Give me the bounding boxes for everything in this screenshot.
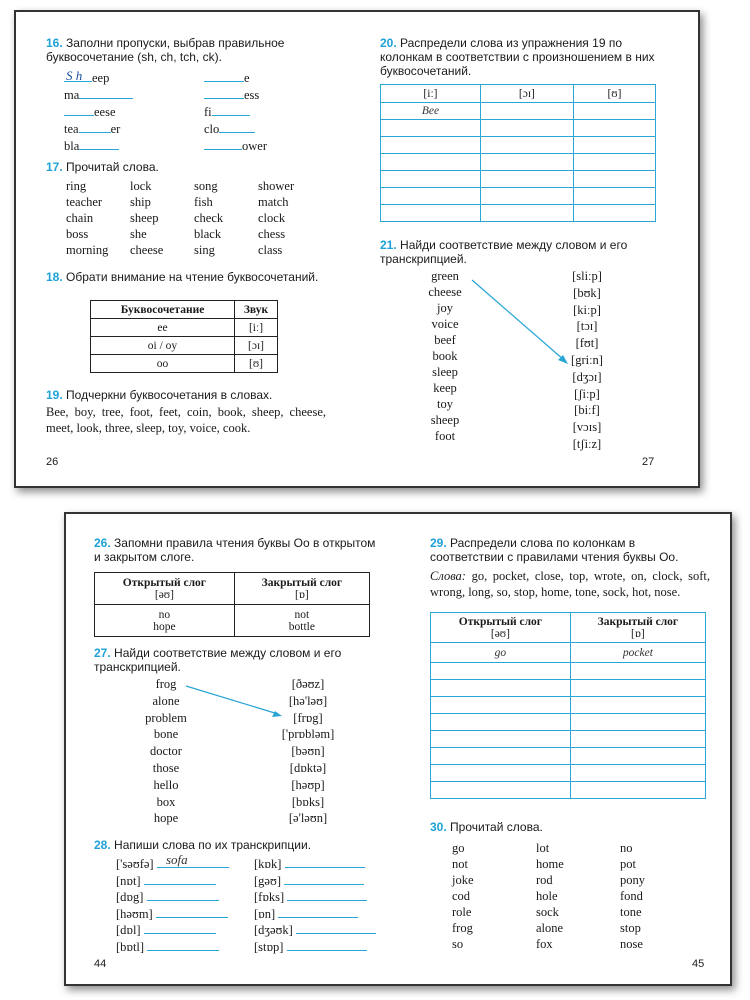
ex30-col-3: no pot pony fond tone stop nose: [620, 841, 645, 951]
ex17-instruction: 17. Прочитай слова.: [46, 160, 159, 174]
ex18-instruction: 18. Обрати внимание на чтение буквосочетаний.: [46, 270, 319, 284]
top-spread: [14, 10, 700, 488]
ex27-words: frog alone problem bone doctor those hello box hope: [145, 677, 187, 826]
ex16-right-list: e ess fi clo ower: [204, 71, 267, 153]
page-number-left: 44: [94, 958, 107, 970]
ex30-col-2: lot home rod hole sock alone fox: [536, 841, 564, 951]
page-number-right: 45: [692, 958, 705, 970]
handwriting: sofa: [166, 852, 188, 867]
ex27-instruction: 27. Найди соответствие между словом и его транскрипцией.: [94, 646, 342, 674]
ex21-instruction: 21. Найди соответствие между словом и его транскрипцией.: [380, 238, 628, 266]
ex28-right: [kɒk] [gəʊ] [fɒks] [ɒn] [dʒəʊk] [stɒp]: [254, 856, 376, 955]
ex29-words: Слова: go, pocket, close, top, wrote, on, clock, soft, wrong, long, so, stop, home, tone, sock, hot, nose.: [430, 569, 711, 599]
bottom-spread: [64, 512, 732, 986]
ex-number: 16.: [46, 36, 63, 50]
ex20-table: [iː] [ɔɪ] [ʊ] Bee: [380, 84, 656, 222]
ex29-instruction: 29. Распредели слова по колонкам в соответствии с правилами чтения буквы Оо.: [430, 536, 679, 564]
ex28-instruction: 28. Напиши слова по их транскрипции.: [94, 838, 312, 852]
ex-text: Заполни пропуски, выбрав правильное буквосочетание (sh, ch, tch, ck).: [46, 36, 285, 64]
ex30-instruction: 30. Прочитай слова.: [430, 820, 543, 834]
ex21-match-arrow: [16, 12, 702, 490]
ex17-col-4: shower match clock chess class: [258, 179, 295, 257]
ex17-col-1: ring teacher chain boss morning: [66, 179, 109, 257]
ex29-table: Открытый слог [əʊ] Закрытый слог [ɒ] go pocket: [430, 612, 706, 799]
page-number-right: 27: [642, 456, 655, 468]
ex26-instruction: 26. Запомни правила чтения буквы Оо в открытом и закрытом слоге.: [94, 536, 376, 564]
ex21-transcriptions: [sliːp] [bʊk] [kiːp] [tɔɪ] [fʊt] [griːn] [dʒɔɪ] [ʃiːp] [biːf] [vɔɪs] [tʃiːz]: [571, 269, 603, 451]
page-number-left: 26: [46, 456, 59, 468]
ex27-transcriptions: [ðəʊz] [hə'ləʊ] [frɒg] ['prɒbləm] [bəʊn] [dɒktə] [həʊp] [bɒks] [ə'ləʊn]: [281, 677, 335, 826]
ex28-left: ['səʊfə] [nɒt] [dɒg] [həʊm] [dɒl] [bɒtl]: [116, 856, 229, 955]
ex26-table: Открытый слог [əʊ] Закрытый слог [ɒ] no hope not bottle: [94, 572, 370, 637]
ex19-instruction: 19. Подчеркни буквосочетания в словах.: [46, 388, 273, 402]
ex16-left-list: eep ma eese tea er bla: [64, 70, 174, 155]
ex17-col-3: song fish check black sing: [194, 179, 224, 257]
handwriting: S h: [66, 68, 83, 83]
ex18-table: Буквосочетание Звук ee [iː] oi / oy [ɔɪ] oo [ʊ]: [90, 300, 278, 373]
ex30-col-1: go not joke cod role frog so: [452, 841, 474, 951]
ex19-words: Bee, boy, tree, foot, feet, coin, book, sheep, cheese, meet, look, three, sleep, toy, voice, cook.: [46, 405, 326, 435]
ex17-col-2: lock ship sheep she cheese: [130, 179, 164, 257]
ex21-words: green cheese joy voice beef book sleep keep toy sheep foot: [428, 269, 462, 443]
ex20-instruction: 20. Распредели слова из упражнения 19 по колонкам в соответствии с произношением в них буквосочетаний.: [380, 36, 655, 78]
